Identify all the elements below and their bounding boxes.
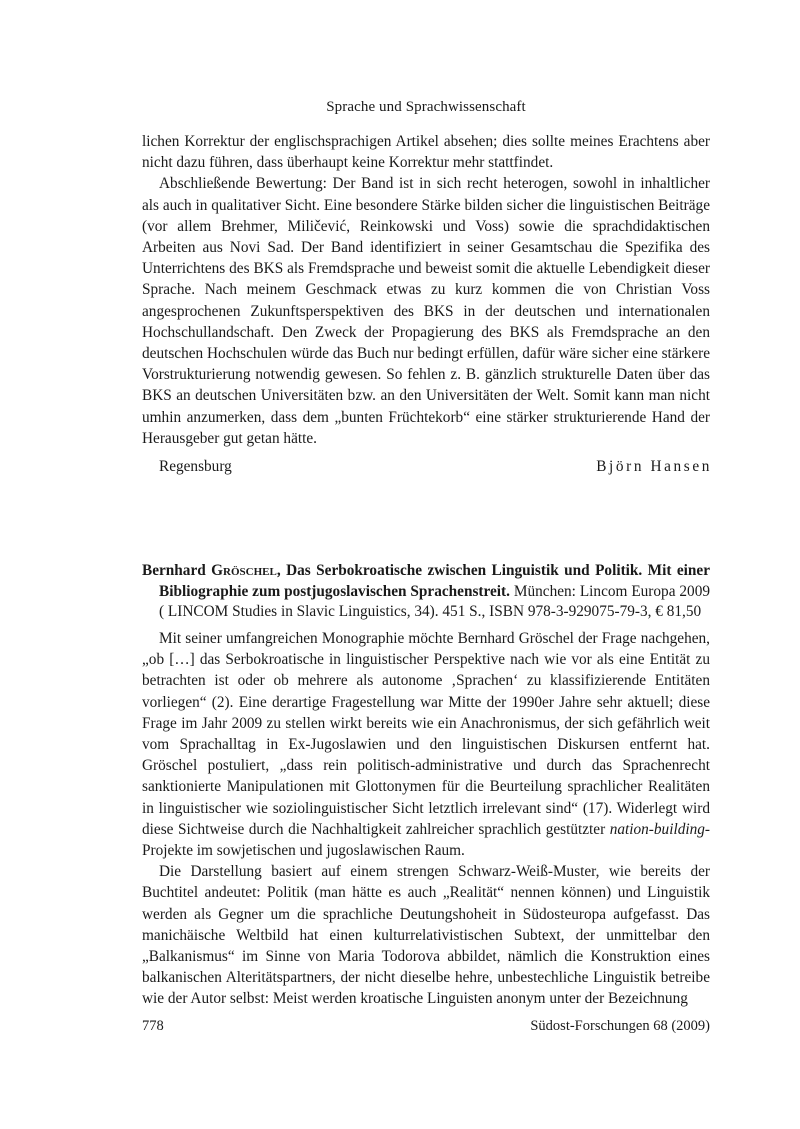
book-title: , Das Serbokroatische zwischen Linguistik und Politik. Mit einer Bibliographie zum postjugoslavischen Sprachenstreit. (159, 562, 710, 600)
book-author-first: Bernhard (142, 562, 212, 579)
review-hansen-text (142, 131, 710, 449)
paragraph-text: Projekte im sowjetischen und jugoslawischen Raum. (142, 842, 465, 860)
review-groeschel-text (142, 628, 710, 1010)
book-details: München: Lincom Europa 2009 ( LINCOM Studies in Slavic Linguistics, 34). 451 S., ISBN 978-3-929075-79-3, € 81,50 (159, 582, 710, 620)
bibliographic-entry (142, 561, 710, 623)
paragraph: lichen Korrektur der englischsprachigen Artikel absehen; dies sollte meines Erachtens aber nicht dazu führen, dass überhaupt keine Korrektur mehr stattfindet. (142, 133, 710, 172)
signature-author: Björn Hansen (596, 458, 712, 475)
book-author-last: Gröschel (211, 562, 277, 579)
paragraph: Abschließende Bewertung: Der Band ist in sich recht heterogen, sowohl in inhaltlicher als auch in qualitativer Sicht. Eine besondere Stärke bilden sicher die linguistischen Beiträge (vor allem Brehmer, Miličević, Reinkowski und Voss) sowie die sprachdidaktischen Arbeiten aus Novi Sad. Der Band identifiziert in seiner Gesamtschau die Spezifika des Unterrichtens des BKS als Fremdsprache und beweist somit die aktuelle Lebendigkeit dieser Sprache. Nach meinem Geschmack etwas zu kurz kommen die von Christian Voss angesprochenen Zukunftsperspektiven des BKS in der deutschen und internationalen Hochschullandschaft. Den Zweck der Propagierung des BKS als Fremdsprache an den deutschen Hochschulen würde das Buch nur bedingt erfüllen, dafür wäre sicher eine stärkere Vorstrukturierung notwendig gewesen. So fehlen z. B. gänzlich strukturelle Daten über das BKS an deutschen Universitäten bzw. an den Universitäten der Welt. Somit kann man nicht umhin anzumerken, dass dem „bunten Früchtekorb“ eine stärker strukturierende Hand der Herausgeber gut getan hätte. (142, 175, 710, 447)
paragraph: Die Darstellung basiert auf einem strengen Schwarz-Weiß-Muster, wie bereits der Buchtitel andeutet: Politik (man hätte es auch „Realität“ nennen können) und Linguistik werden als Gegner um die sprachliche Deutungshoheit in Südosteuropa aufgefasst. Das manichäische Weltbild hat einen kulturrelativistischen Subtext, der unmittelbar den „Balkanismus“ im Sinne von Maria Todorova abbildet, nämlich die Konstruktion eines balkanischen Alteritätspartners, der nicht dieselbe hehre, unbestechliche Linguistik betreibe wie der Autor selbst: Meist werden kroatische Linguisten anonym unter der Bezeichnung (142, 863, 710, 1008)
paragraph-text: Mit seiner umfangreichen Monographie möchte Bernhard Gröschel der Frage nachgehen, „ob […] das Serbokroatische in linguistischer Perspektive nach wie vor als eine Entität zu betrachten ist oder ob mehrere als autonome ‚Sprachen‘ zu klassifizierende Entitäten vorliegen“ (2). Eine derartige Fragestellung war Mitte der 1990er Jahre sehr aktuell; diese Frage im Jahr 2009 zu stellen wirkt bereits wie ein Anachronismus, der sich gefährlich weit vom Sprachalltag in Ex-Jugoslawien und den linguistischen Diskursen entfernt hat. Gröschel postuliert, „dass rein politisch-administrative und durch das Sprachenrecht sanktionierte Manipulationen mit Glottonymen für die Beurteilung sprachlicher Realitäten in linguistischer wie soziolinguistischer Sicht letztlich irrelevant sind“ (17). Widerlegt wird diese Sichtweise durch die Nachhaltigkeit zahlreicher sprachlich gestützter (142, 630, 710, 838)
signature-place: Regensburg (159, 458, 232, 475)
document-page (142, 0, 710, 1129)
italic-term: nation-building- (609, 820, 710, 838)
paragraph (142, 628, 710, 861)
page-number: 778 (142, 1018, 164, 1034)
journal-citation: Südost-Forschungen 68 (2009) (530, 1018, 710, 1034)
running-head: Sprache und Sprachwissenschaft (326, 99, 526, 115)
